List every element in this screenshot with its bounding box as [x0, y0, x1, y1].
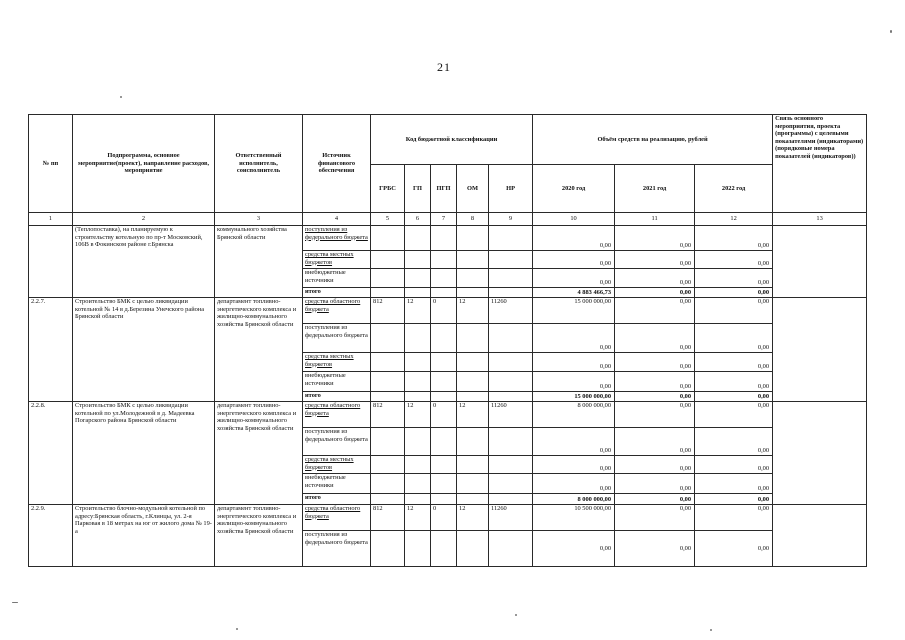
- source-federal: поступления из федерального бюджета: [303, 324, 371, 353]
- scan-speck: [890, 30, 892, 33]
- source-federal: поступления из федерального бюджета: [303, 531, 371, 567]
- amount-2022: 0,00: [695, 456, 773, 474]
- source-offbudget: внебюджетные источники: [303, 269, 371, 288]
- row-number: 2.2.7.: [29, 298, 73, 402]
- amount-2021: 0,00: [615, 505, 695, 531]
- header-2021: 2021 год: [615, 165, 695, 213]
- amount-2022: 0,00: [695, 402, 773, 428]
- header-responsible: Ответственный исполнитель, соисполнитель: [215, 115, 303, 213]
- amount-2020: 8 000 000,00: [533, 402, 615, 428]
- amount-2021: 0,00: [615, 251, 695, 269]
- amount-2020: 0,00: [533, 531, 615, 567]
- amount-2021: 0,00: [615, 298, 695, 324]
- table-row: [29, 505, 867, 531]
- amount-2022: 0,00: [695, 353, 773, 372]
- code-om: 12: [457, 402, 489, 428]
- row-responsible: коммунального хозяйства Брянской области: [215, 226, 303, 298]
- amount-2020: 0,00: [533, 226, 615, 251]
- amount-2021: 0,00: [615, 269, 695, 288]
- amount-2021: 0,00: [615, 428, 695, 456]
- col-num: 6: [405, 213, 431, 226]
- total-2021: 0,00: [615, 288, 695, 298]
- total-2021: 0,00: [615, 494, 695, 505]
- row-responsible: департамент топливно-энергетического комплекса и жилищно-коммунального хозяйства Брянской области: [215, 505, 303, 567]
- page-number: 21: [437, 60, 451, 74]
- row-name: Строительство БМК с целью ликвидации котельной № 14 в д.Березина Унечского района Брянской области: [73, 298, 215, 402]
- code-om: 12: [457, 505, 489, 531]
- header-source: Источник финансового обеспечения: [303, 115, 371, 213]
- amount-2020: 0,00: [533, 474, 615, 494]
- col-num: 7: [431, 213, 457, 226]
- col-num: 3: [215, 213, 303, 226]
- total-2021: 0,00: [615, 392, 695, 402]
- header-2020: 2020 год: [533, 165, 615, 213]
- col-num: 5: [371, 213, 405, 226]
- link-cell: [773, 402, 867, 505]
- amount-2020: 0,00: [533, 372, 615, 392]
- total-2020: 15 000 000,00: [533, 392, 615, 402]
- amount-2022: 0,00: [695, 474, 773, 494]
- source-local: средства местных бюджетов: [303, 353, 371, 372]
- col-num: 8: [457, 213, 489, 226]
- row-responsible: департамент топливно-энергетического комплекса и жилищно-коммунального хозяйства Брянской области: [215, 298, 303, 402]
- scan-speck: [515, 614, 517, 616]
- row-name: Строительство БМК с целью ликвидации котельной по ул.Молодежной в д. Мадеевка Погарского района Брянской области: [73, 402, 215, 505]
- source-offbudget: внебюджетные источники: [303, 372, 371, 392]
- amount-2020: 10 500 000,00: [533, 505, 615, 531]
- code-np: 11260: [489, 402, 533, 428]
- total-2022: 0,00: [695, 288, 773, 298]
- source-total: итого: [303, 494, 371, 505]
- col-num: 9: [489, 213, 533, 226]
- amount-2022: 0,00: [695, 324, 773, 353]
- source-total: итого: [303, 288, 371, 298]
- header-pgp: ПГП: [431, 165, 457, 213]
- col-num: 1: [29, 213, 73, 226]
- row-number: 2.2.9.: [29, 505, 73, 567]
- total-2022: 0,00: [695, 494, 773, 505]
- code-grbs: 812: [371, 402, 405, 428]
- row-name: Строительство блочно-модульной котельной по адресу:Брянская область, г.Клинцы, ул. 2-я Парковая в 18 метрах на юг от жилого дома № 19-а: [73, 505, 215, 567]
- amount-2022: 0,00: [695, 505, 773, 531]
- header-gp: ГП: [405, 165, 431, 213]
- code-om: 12: [457, 298, 489, 324]
- header-name: Подпрограмма, основное мероприятие(проект), направление расходов, мероприятие: [73, 115, 215, 213]
- total-2022: 0,00: [695, 392, 773, 402]
- amount-2021: 0,00: [615, 353, 695, 372]
- amount-2022: 0,00: [695, 531, 773, 567]
- amount-2021: 0,00: [615, 372, 695, 392]
- col-num: 10: [533, 213, 615, 226]
- amount-2021: 0,00: [615, 226, 695, 251]
- row-number: 2.2.8.: [29, 402, 73, 505]
- table-row: [29, 298, 867, 324]
- budget-table: [28, 114, 867, 567]
- col-num: 2: [73, 213, 215, 226]
- code-gp: 12: [405, 298, 431, 324]
- amount-2022: 0,00: [695, 251, 773, 269]
- source-federal: поступления из федерального бюджета: [303, 226, 371, 251]
- row-name: (Теплопоставка), на планируемую к строительству котельную по пр-т Московский, 106В в Фокинском районе г.Брянска: [73, 226, 215, 298]
- row-responsible: департамент топливно-энергетического комплекса и жилищно-коммунального хозяйства Брянской области: [215, 402, 303, 505]
- amount-2020: 0,00: [533, 353, 615, 372]
- amount-2022: 0,00: [695, 269, 773, 288]
- header-np: НР: [489, 165, 533, 213]
- amount-2020: 0,00: [533, 251, 615, 269]
- source-local: средства местных бюджетов: [303, 456, 371, 474]
- total-2020: 8 000 000,00: [533, 494, 615, 505]
- header-om: ОМ: [457, 165, 489, 213]
- amount-2021: 0,00: [615, 531, 695, 567]
- code-grbs: 812: [371, 505, 405, 531]
- header-link: Связь основного мероприятия, проекта (программы) с целевыми показателями (индикаторами) (порядковые номера показателей (индикаторов)): [773, 115, 867, 213]
- col-num: 4: [303, 213, 371, 226]
- header-volume: Объём средств на реализацию, рублей: [533, 115, 773, 165]
- link-cell: [773, 226, 867, 298]
- scan-speck: [710, 629, 712, 631]
- amount-2022: 0,00: [695, 428, 773, 456]
- source-regional: средства областного бюджета: [303, 402, 371, 428]
- amount-2020: 0,00: [533, 456, 615, 474]
- code-pgp: 0: [431, 505, 457, 531]
- source-federal: поступления из федерального бюджета: [303, 428, 371, 456]
- amount-2022: 0,00: [695, 298, 773, 324]
- code-gp: 12: [405, 402, 431, 428]
- col-num: 12: [695, 213, 773, 226]
- scan-speck: [120, 96, 122, 98]
- row-number: [29, 226, 73, 298]
- total-2020: 4 883 466,73: [533, 288, 615, 298]
- source-regional: средства областного бюджета: [303, 298, 371, 324]
- code-pgp: 0: [431, 402, 457, 428]
- code-gp: 12: [405, 505, 431, 531]
- source-regional: средства областного бюджета: [303, 505, 371, 531]
- code-np: 11260: [489, 505, 533, 531]
- source-offbudget: внебюджетные источники: [303, 474, 371, 494]
- source-total: итого: [303, 392, 371, 402]
- scan-speck: [12, 602, 18, 603]
- amount-2020: 0,00: [533, 324, 615, 353]
- table-row: [29, 226, 867, 251]
- code-np: 11260: [489, 298, 533, 324]
- source-local: средства местных бюджетов: [303, 251, 371, 269]
- col-num: 11: [615, 213, 695, 226]
- amount-2020: 0,00: [533, 269, 615, 288]
- amount-2022: 0,00: [695, 226, 773, 251]
- link-cell: [773, 505, 867, 567]
- header-kbk: Код бюджетной классификации: [371, 115, 533, 165]
- scan-speck: [236, 628, 238, 630]
- link-cell: [773, 298, 867, 402]
- col-num: 13: [773, 213, 867, 226]
- table-row: [29, 402, 867, 428]
- amount-2022: 0,00: [695, 372, 773, 392]
- column-numbers-row: [29, 213, 867, 226]
- header-grbs: ГРБС: [371, 165, 405, 213]
- code-pgp: 0: [431, 298, 457, 324]
- amount-2021: 0,00: [615, 474, 695, 494]
- header-no: № пп: [29, 115, 73, 213]
- amount-2020: 0,00: [533, 428, 615, 456]
- header-2022: 2022 год: [695, 165, 773, 213]
- amount-2021: 0,00: [615, 324, 695, 353]
- amount-2021: 0,00: [615, 456, 695, 474]
- amount-2020: 15 000 000,00: [533, 298, 615, 324]
- amount-2021: 0,00: [615, 402, 695, 428]
- code-grbs: 812: [371, 298, 405, 324]
